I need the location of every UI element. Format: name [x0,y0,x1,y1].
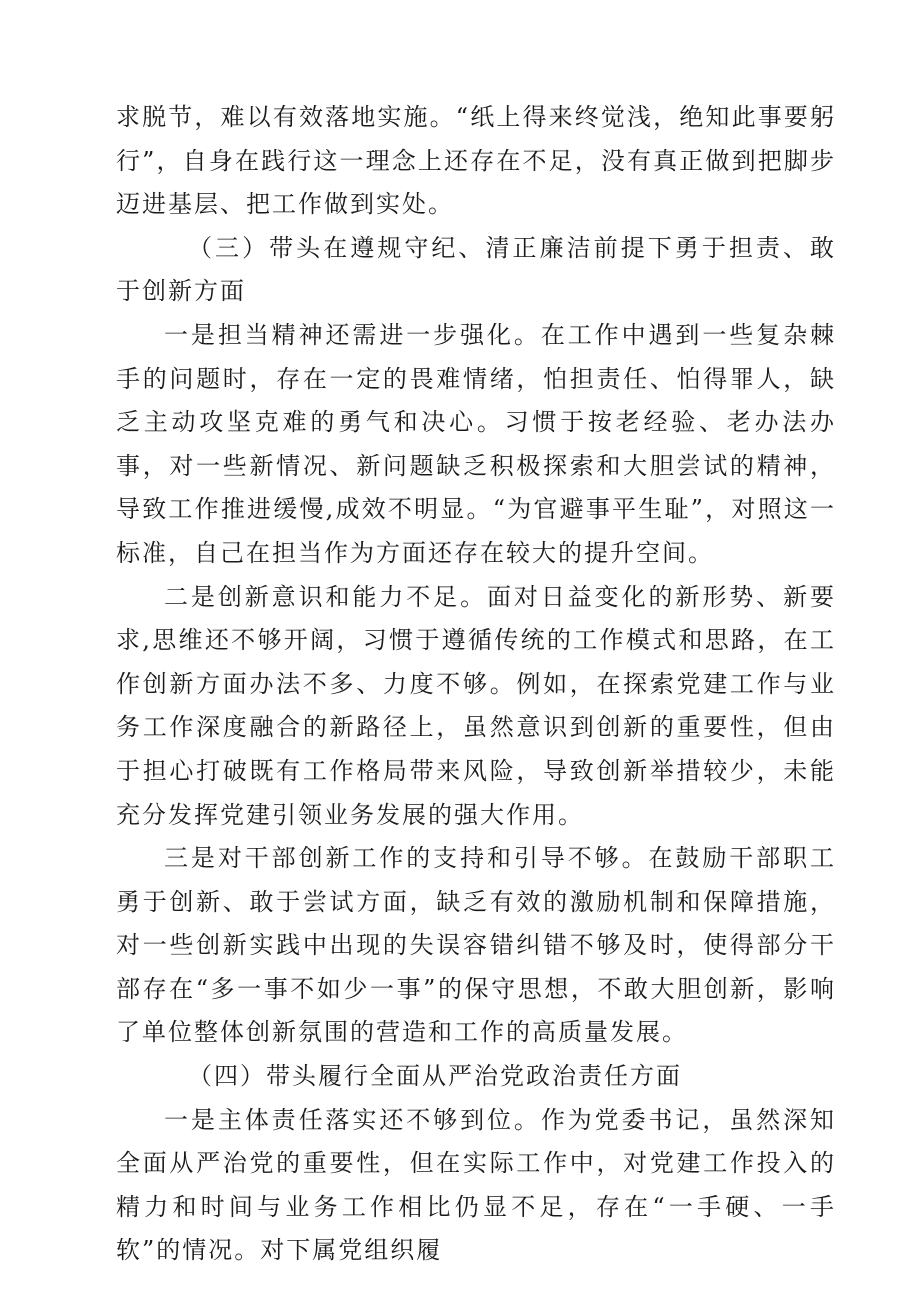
paragraph-main-responsibility: 一是主体责任落实还不够到位。作为党委书记，虽然深知全面从严治党的重要性，但在实际工作中，对党建工作投入的精力和时间与业务工作相比仍显不足，存在“一手硬、一手软”的情况。对下属党组织履 [116,1105,836,1265]
paragraph-1: 求脱节，难以有效落地实施。“纸上得来终觉浅，绝知此事要躬行”，自身在践行这一理念上还存在不足，没有真正做到把脚步迈进基层、把工作做到实处。 [116,103,836,219]
paragraph-cadre-support: 三是对干部创新工作的支持和引导不够。在鼓励干部职工勇于创新、敢于尝试方面，缺乏有效的激励机制和保障措施，对一些创新实践中出现的失误容错纠错不够及时，使得部分干部存在“多一事不如少一事”的保守思想，不敢大胆创新，影响了单位整体创新氛围的营造和工作的高质量发展。 [116,844,836,1047]
paragraph-innovation: 二是创新意识和能力不足。面对日益变化的新形势、新要求,思维还不够开阔，习惯于遵循传统的工作模式和思路，在工作创新方面办法不多、力度不够。例如，在探索党建工作与业务工作深度融合的新路径上，虽然意识到创新的重要性，但由于担心打破既有工作格局带来风险，导致创新举措较少，未能充分发挥党建引领业务发展的强大作用。 [116,582,836,829]
paragraph-responsibility: 一是担当精神还需进一步强化。在工作中遇到一些复杂棘手的问题时，存在一定的畏难情绪，怕担责任、怕得罪人，缺乏主动攻坚克难的勇气和决心。习惯于按老经验、老办法办事，对一些新情况、新问题缺乏积极探索和大胆尝试的精神，导致工作推进缓慢,成效不明显。“为官避事平生耻”，对照这一标准，自己在担当作为方面还存在较大的提升空间。 [116,320,836,567]
section-heading-3: （三）带头在遵规守纪、清正廉洁前提下勇于担责、敢于创新方面 [116,233,836,306]
section-heading-4: （四）带头履行全面从严治党政治责任方面 [188,1062,682,1091]
document-page [116,96,836,1273]
